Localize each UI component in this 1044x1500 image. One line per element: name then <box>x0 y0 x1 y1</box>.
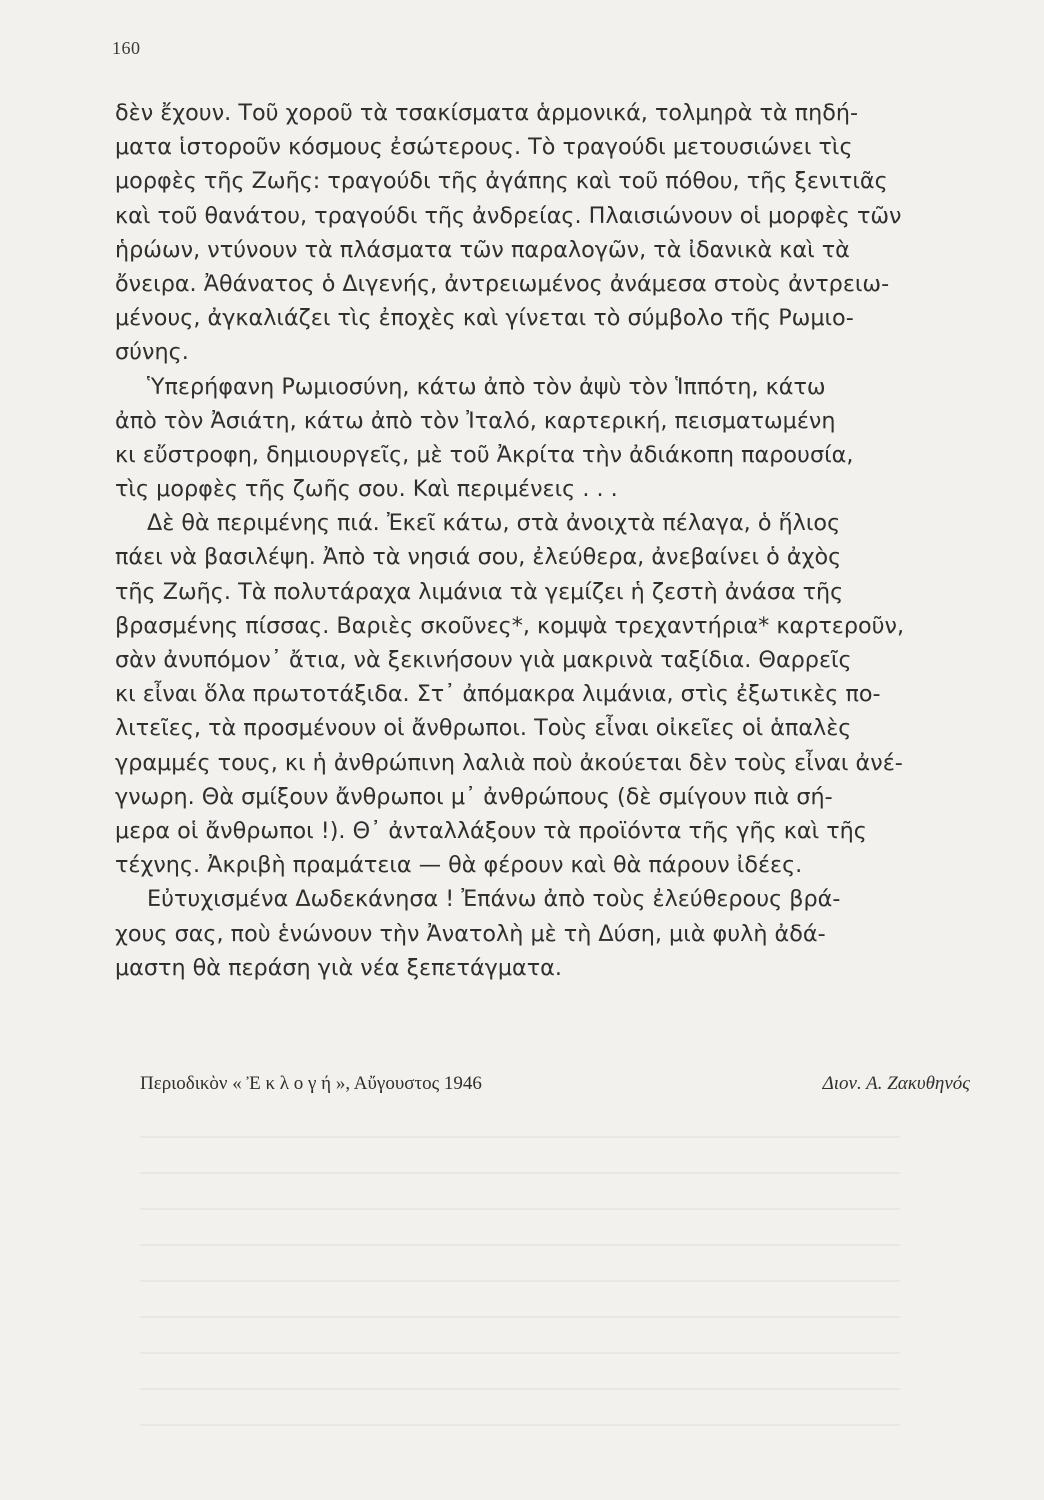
body-text <box>115 96 995 985</box>
text-line: ματα ἱστοροῦν κόσμους ἐσώτερους. Τὸ τραγούδι μετουσιώνει τὶς <box>115 134 853 161</box>
text-line: βρασμένης πίσσας. Βαριὲς σκοῦνες*, κομψὰ τρεχαντήρια* καρτεροῦν, <box>115 612 905 639</box>
ghost-line <box>140 1326 900 1354</box>
text-line: γραμμές τους, κι ἡ ἀνθρώπινη λαλιὰ ποὺ ἀκούεται δὲν τοὺς εἶναι ἀνέ- <box>115 749 903 776</box>
ghost-line <box>140 1254 900 1282</box>
text-line: Ὑπερήφανη Ρωμιοσύνη, κάτω ἀπὸ τὸν ἀψὺ τὸν Ἱππότη, κάτω <box>147 373 826 400</box>
ghost-line <box>140 1398 900 1426</box>
ghost-line <box>140 1290 900 1318</box>
text-line: τὶς μορφὲς τῆς ζωῆς σου. Καὶ περιμένεις . . . <box>115 476 618 503</box>
text-line: Δὲ θὰ περιμένης πιά. Ἐκεῖ κάτω, στὰ ἀνοιχτὰ πέλαγα, ὁ ἥλιος <box>147 510 841 537</box>
text-line: μαστη θὰ περάση γιὰ νέα ξεπετάγματα. <box>115 954 562 981</box>
text-line: γνωρη. Θὰ σμίξουν ἄνθρωποι μ᾽ ἀνθρώπους (δὲ σμίγουν πιὰ σή- <box>115 783 833 810</box>
text-line: κι εἶναι ὅλα πρωτοτάξιδα. Στ᾽ ἀπόμακρα λιμάνια, στὶς ἐξωτικὲς πο- <box>115 681 881 708</box>
text-line: δὲν ἔχουν. Τοῦ χοροῦ τὰ τσακίσματα ἁρμονικά, τολμηρὰ τὰ πηδή- <box>115 100 859 126</box>
text-line: τῆς Ζωῆς. Τὰ πολυτάραχα λιμάνια τὰ γεμίζει ἡ ζεστὴ ἀνάσα τῆς <box>115 578 844 605</box>
text-line: σύνης. <box>115 339 189 366</box>
text-line: μορφὲς τῆς Ζωῆς: τραγούδι τῆς ἀγάπης καὶ τοῦ πόθου, τῆς ξενιτιᾶς <box>115 168 888 195</box>
author-name: Διον. Α. Ζακυθηνός <box>822 1073 970 1094</box>
source-citation: Περιοδικὸν « Ἐ κ λ ο γ ή », Αὔγουστος 1946 <box>140 1073 482 1094</box>
ghost-line <box>140 1110 900 1138</box>
text-line: τέχνης. Ἀκριβὴ πραμάτεια — θὰ φέρουν καὶ θὰ πάρουν ἰδέες. <box>115 852 803 879</box>
show-through-ghost-text <box>140 1110 900 1450</box>
text-line: λιτεῖες, τὰ προσμένουν οἱ ἄνθρωποι. Τοὺς εἶναι οἰκεῖες οἱ ἁπαλὲς <box>115 715 852 742</box>
ghost-line <box>140 1182 900 1210</box>
text-line: χους σας, ποὺ ἑνώνουν τὴν Ἀνατολὴ μὲ τὴ Δύση, μιὰ φυλὴ ἀδά- <box>115 920 826 947</box>
text-line: μένους, ἀγκαλιάζει τὶς ἐποχὲς καὶ γίνεται τὸ σύμβολο τῆς Ρωμιο- <box>115 305 854 332</box>
text-line: ἀπὸ τὸν Ἀσιάτη, κάτω ἀπὸ τὸν Ἰταλό, καρτερική, πεισματωμένη <box>115 407 836 434</box>
text-line: σὰν ἀνυπόμον᾽ ἄτια, νὰ ξεκινήσουν γιὰ μακρινὰ ταξίδια. Θαρρεῖς <box>115 647 852 673</box>
text-line: καὶ τοῦ θανάτου, τραγούδι τῆς ἀνδρείας. Πλαισιώνουν οἱ μορφὲς τῶν <box>115 202 902 229</box>
text-line: πάει νὰ βασιλέψη. Ἀπὸ τὰ νησιά σου, ἐλεύθερα, ἀνεβαίνει ὁ ἀχὸς <box>115 544 842 571</box>
ghost-line <box>140 1218 900 1246</box>
page-number: 160 <box>112 38 141 58</box>
text-line: μερα οἱ ἄνθρωποι !). Θ᾽ ἀνταλλάξουν τὰ προϊόντα τῆς γῆς καὶ τῆς <box>115 817 867 844</box>
text-line: ὄνειρα. Ἀθάνατος ὁ Διγενής, ἀντρειωμένος ἀνάμεσα στοὺς ἀντρειω- <box>115 270 890 297</box>
text-line: ἡρώων, ντύνουν τὰ πλάσματα τῶν παραλογῶν, τὰ ἰδανικὰ καὶ τὰ <box>115 236 850 263</box>
text-line: Εὐτυχισμένα Δωδεκάνησα ! Ἐπάνω ἀπὸ τοὺς ἐλεύθερους βρά- <box>147 886 841 913</box>
ghost-line <box>140 1362 900 1390</box>
ghost-line <box>140 1146 900 1174</box>
signature-line <box>140 1073 970 1103</box>
text-line: κι εὔστροφη, δημιουργεῖς, μὲ τοῦ Ἀκρίτα τὴν ἀδιάκοπη παρουσία, <box>115 441 854 468</box>
